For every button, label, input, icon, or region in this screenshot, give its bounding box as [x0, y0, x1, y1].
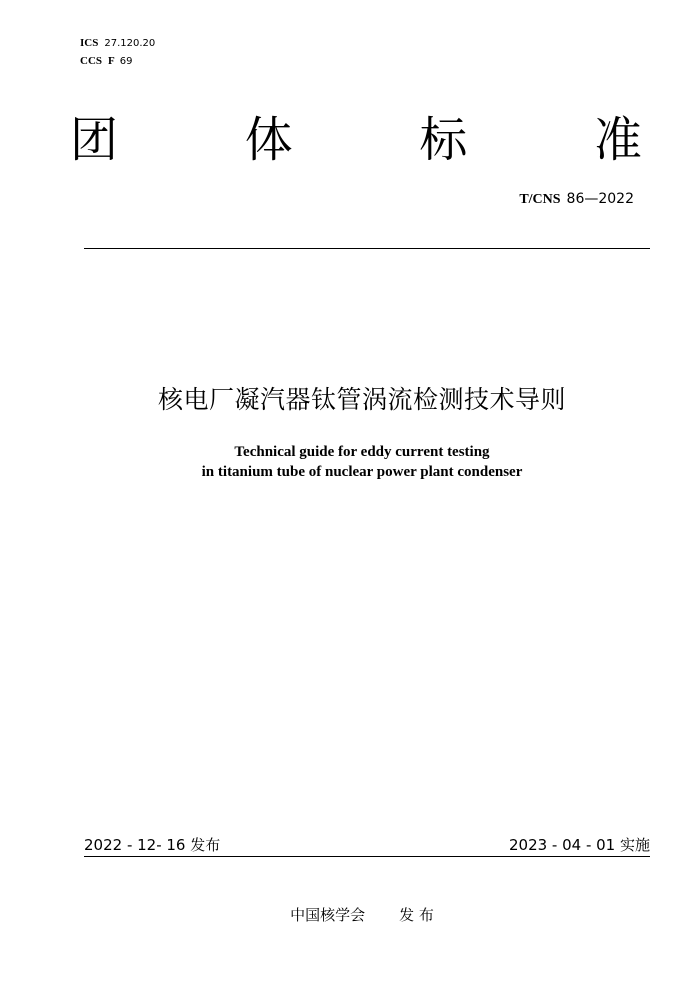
- publisher: [0, 904, 700, 925]
- ics-label: ICS: [80, 37, 99, 49]
- english-title-line-2: in titanium tube of nuclear power plant condenser: [201, 464, 523, 480]
- classification-codes: [80, 34, 155, 70]
- implementation-date: 2023 - 04 - 01 实施: [508, 836, 650, 854]
- heading-char-2: 体: [244, 112, 293, 168]
- top-divider: [84, 248, 650, 249]
- ccs-letter: F: [108, 55, 115, 67]
- english-title: [0, 442, 700, 482]
- publisher-action: 发 布: [399, 906, 434, 924]
- ccs-label: CCS: [80, 55, 103, 67]
- ccs-value: 69: [119, 56, 133, 67]
- standard-number-value: 86—2022: [566, 191, 634, 207]
- ics-value: 27.120.20: [104, 38, 156, 49]
- heading-char-4: 准: [593, 112, 642, 168]
- standard-number: [519, 191, 634, 208]
- publisher-organization: 中国核学会: [290, 906, 366, 924]
- english-title-line-1: Technical guide for eddy current testing: [234, 444, 490, 460]
- standard-number-prefix: T/CNS: [519, 192, 561, 207]
- chinese-title: 核电厂凝汽器钛管涡流检测技术导则: [157, 385, 566, 414]
- heading-char-3: 标: [419, 112, 468, 168]
- ics-code-row: [80, 34, 155, 52]
- group-standard-heading: [70, 108, 642, 172]
- issue-date: 2022 - 12- 16 发布: [84, 836, 221, 854]
- heading-char-1: 团: [70, 112, 119, 168]
- bottom-divider: [84, 856, 650, 857]
- ccs-code-row: [80, 52, 155, 70]
